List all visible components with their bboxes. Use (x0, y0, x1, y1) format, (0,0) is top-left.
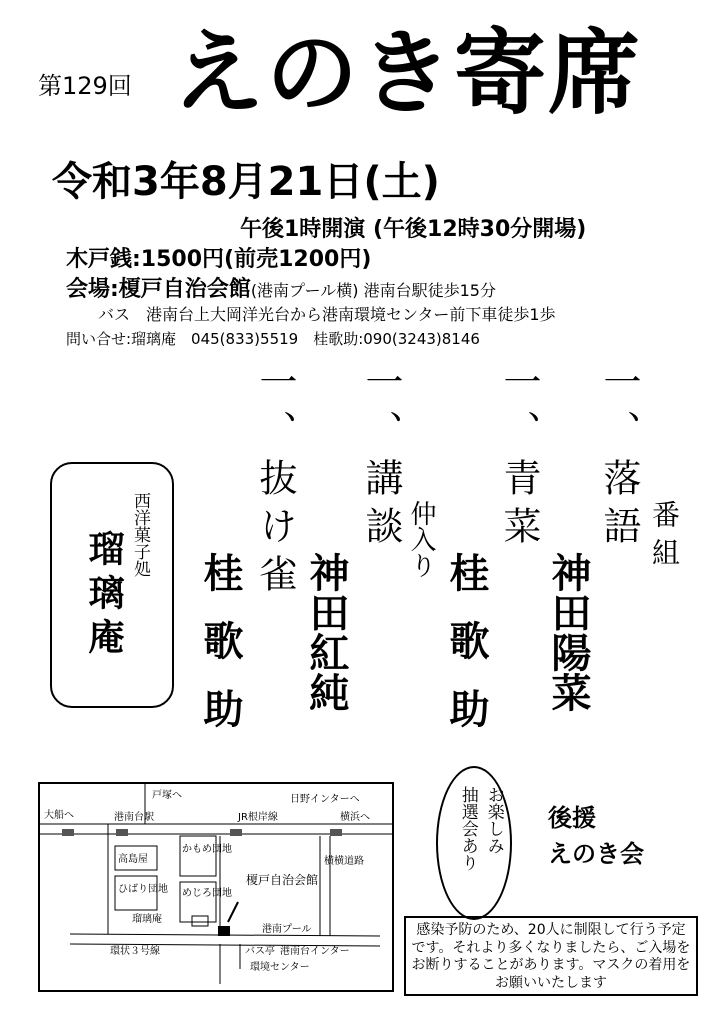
covid-notice: 感染予防のため、20人に制限して行う予定です。それより多くなりましたら、ご入場をお断りすることがあります。マスクの着用をお願いいたします (404, 916, 698, 996)
support-label: 後援 (548, 804, 596, 832)
event-date: 令和3年8月21日(土) (52, 159, 440, 205)
map-label-kamome: かもめ団地 (182, 844, 232, 855)
map-label-takashimaya: 高島屋 (118, 854, 148, 865)
map-label-ofuna: 大船へ (44, 810, 74, 821)
admission-fee: 木戸銭:1500円(前売1200円) (66, 247, 372, 272)
map-label-konandai-station: 港南台駅 (114, 812, 154, 823)
map-label-ruriann: 瑠璃庵 (132, 914, 162, 925)
map-label-venue: 榎戸自治会館 (246, 873, 319, 887)
access-map (38, 782, 394, 992)
act-1-title: 一、落語 (597, 362, 641, 554)
act-1-performer: 神田陽菜 (545, 552, 591, 712)
event-title: えのき寄席 (172, 20, 643, 127)
act-3-performer: 神田紅純 (303, 552, 349, 712)
act-4-title: 一、抜け雀 (253, 362, 297, 602)
map-label-konandai-ic: 港南台インター (280, 946, 350, 957)
map-label-kanjo3: 環状３号線 (110, 946, 160, 957)
shop-name: 瑠璃庵 (83, 530, 124, 662)
map-label-mejiro: めじろ団地 (182, 888, 232, 899)
support-org (548, 800, 644, 872)
contact-info: 問い合せ:瑠璃庵 045(833)5519 桂歌助:090(3243)8146 (66, 330, 480, 348)
act-2-performer: 桂歌助 (443, 552, 489, 756)
map-label-yokohama: 横浜へ (340, 812, 370, 823)
map-label-jr-line: JR根岸線 (238, 812, 278, 823)
event-time: 午後1時開演 (午後12時30分開場) (240, 217, 587, 242)
map-label-hibari: ひばり団地 (118, 884, 168, 895)
map-label-env-center: 環境センター (250, 962, 310, 973)
act-3-title: 一、講談 (359, 362, 403, 554)
venue (66, 272, 496, 303)
map-label-totsuka: 戸塚へ (152, 790, 182, 801)
venue-name: 会場:榎戸自治会館 (66, 277, 251, 302)
program-label: 番組 (648, 500, 681, 576)
intermission: 仲入り (406, 500, 436, 578)
act-4-performer: 桂歌助 (197, 552, 243, 756)
support-name: えのき会 (548, 840, 644, 868)
map-label-bus-stop: バス亭 (245, 946, 275, 957)
act-2-title: 一、青菜 (497, 362, 541, 554)
lottery-line-2: 抽選会あり (457, 786, 478, 871)
map-label-yokoyoko: 横横道路 (324, 856, 364, 867)
bus-directions: バス 港南台上大岡洋光台から港南環境センター前下車徒歩1歩 (98, 305, 556, 324)
lottery-line-1: お楽しみ (483, 786, 504, 854)
map-label-hino-ic: 日野インターへ (290, 794, 360, 805)
venue-directions: (港南プール横) 港南台駅徒歩15分 (250, 281, 496, 300)
map-drawing (40, 784, 392, 990)
shop-subtitle: 西洋菓子処 (130, 492, 150, 577)
map-label-konan-pool: 港南プール (262, 924, 312, 935)
event-serial: 第129回 (38, 72, 132, 100)
